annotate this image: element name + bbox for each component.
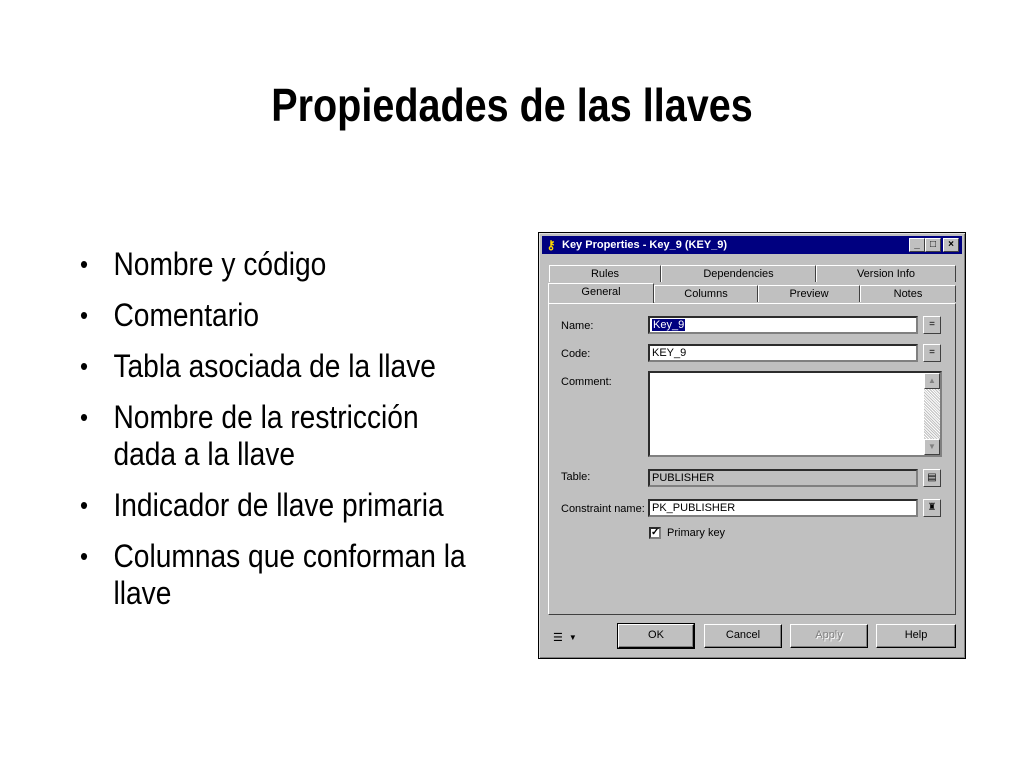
primary-key-label: Primary key: [667, 527, 726, 539]
tab-general[interactable]: General: [548, 283, 654, 303]
bullet-item: • Tabla asociada de la llave: [80, 348, 467, 385]
ok-button[interactable]: OK: [618, 624, 694, 648]
name-label: Name:: [561, 320, 594, 332]
close-icon[interactable]: ×: [943, 238, 959, 252]
cancel-button[interactable]: Cancel: [704, 624, 782, 648]
bullet-item: • Columnas que conforman la llave: [80, 538, 467, 612]
name-value: Key_9: [653, 319, 685, 331]
code-field[interactable]: KEY_9: [648, 344, 918, 362]
table-field: PUBLISHER: [648, 469, 918, 487]
bullet-item: • Comentario: [80, 297, 467, 334]
user-defined-icon[interactable]: ♜: [923, 499, 941, 517]
bullet-list: [80, 246, 520, 626]
table-label: Table:: [561, 471, 591, 483]
constraint-name-label: Constraint name:: [561, 503, 645, 515]
table-properties-icon[interactable]: ▤: [923, 469, 941, 487]
tab-version-info[interactable]: Version Info: [816, 265, 956, 282]
bullet-item: • Nombre de la restricción dada a la llave: [80, 399, 467, 473]
help-button[interactable]: Help: [876, 624, 956, 648]
comment-label: Comment:: [561, 376, 612, 388]
scroll-up-icon[interactable]: ▲: [924, 373, 940, 389]
bullet-item: • Indicador de llave primaria: [80, 487, 467, 524]
key-icon: ⚷: [546, 238, 556, 252]
key-properties-dialog: [538, 232, 966, 659]
bullet-item: • Nombre y código: [80, 246, 467, 283]
tab-preview[interactable]: Preview: [758, 285, 860, 302]
chevron-down-icon: ▼: [568, 632, 577, 642]
code-label: Code:: [561, 348, 591, 360]
slide-title: Propiedades de las llaves: [271, 79, 753, 131]
primary-key-checkbox[interactable]: ✓: [651, 527, 660, 538]
scroll-down-icon[interactable]: ▼: [924, 439, 940, 455]
tab-dependencies[interactable]: Dependencies: [661, 265, 816, 282]
code-sync-button[interactable]: =: [923, 344, 941, 362]
tab-notes[interactable]: Notes: [860, 285, 956, 302]
minimize-icon[interactable]: _: [909, 238, 925, 252]
list-icon: ☰: [553, 631, 563, 644]
constraint-name-field[interactable]: PK_PUBLISHER: [648, 499, 918, 517]
name-code-sync-button[interactable]: =: [923, 316, 941, 334]
maximize-icon[interactable]: □: [925, 238, 941, 252]
dialog-title: Key Properties - Key_9 (KEY_9): [562, 239, 728, 251]
dialog-titlebar[interactable]: [542, 236, 962, 254]
tab-columns[interactable]: Columns: [654, 285, 758, 302]
tab-rules[interactable]: Rules: [549, 265, 661, 282]
apply-button[interactable]: Apply: [790, 624, 868, 648]
general-panel: [548, 303, 956, 615]
property-menu-button[interactable]: [553, 626, 589, 648]
